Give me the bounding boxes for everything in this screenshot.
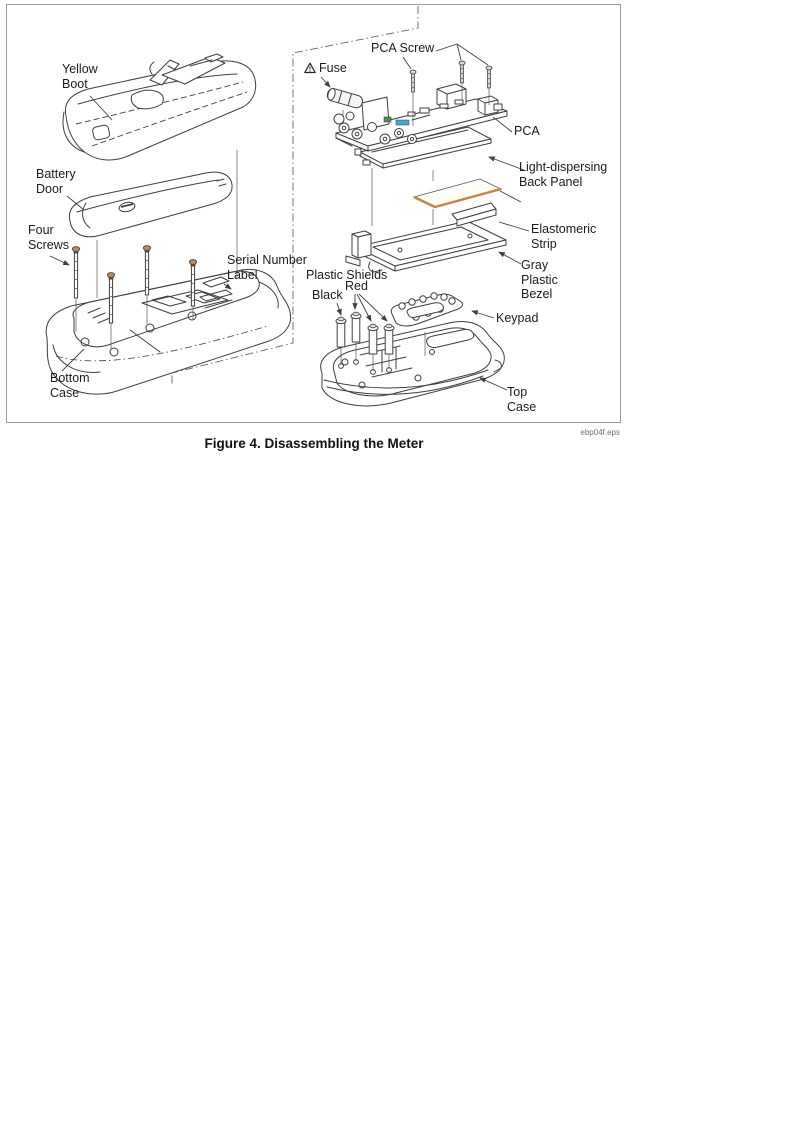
label-elastomeric-strip: Elastomeric Strip <box>531 222 597 251</box>
back-panel-sheet-drawing <box>414 179 501 207</box>
elastomeric-strip-drawing <box>452 203 496 226</box>
figure-credit: ebp04f.eps <box>580 428 620 437</box>
figure-caption: Figure 4. Disassembling the Meter <box>204 436 424 451</box>
label-pca: PCA <box>514 124 540 138</box>
label-serial-number: Serial Number Label <box>227 253 307 282</box>
label-battery-door: Battery Door <box>36 167 76 196</box>
label-top-case: Top Case <box>507 385 537 414</box>
label-keypad: Keypad <box>496 311 539 325</box>
label-bottom-case: Bottom Case <box>50 371 90 400</box>
label-pca-screw: PCA Screw <box>371 41 435 55</box>
label-shield-red: Red <box>345 279 368 293</box>
top-case-drawing <box>321 321 505 405</box>
gray-plastic-bezel-drawing <box>346 221 506 272</box>
label-fuse-text: Fuse <box>319 61 347 75</box>
label-light-dispersing-back-panel: Light-dispersing Back Panel <box>519 160 608 189</box>
label-shield-black: Black <box>312 288 343 302</box>
keypad-drawing <box>391 293 462 326</box>
label-plastic-shields: Plastic Shields <box>306 268 388 282</box>
label-yellow-boot: Yellow Boot <box>62 62 98 91</box>
label-fuse <box>304 61 347 76</box>
label-four-screws: Four Screws <box>28 223 69 252</box>
label-gray-plastic-bezel: Gray Plastic Bezel <box>521 258 558 301</box>
warning-triangle-icon <box>304 62 316 74</box>
fuse-drawing <box>326 87 364 109</box>
